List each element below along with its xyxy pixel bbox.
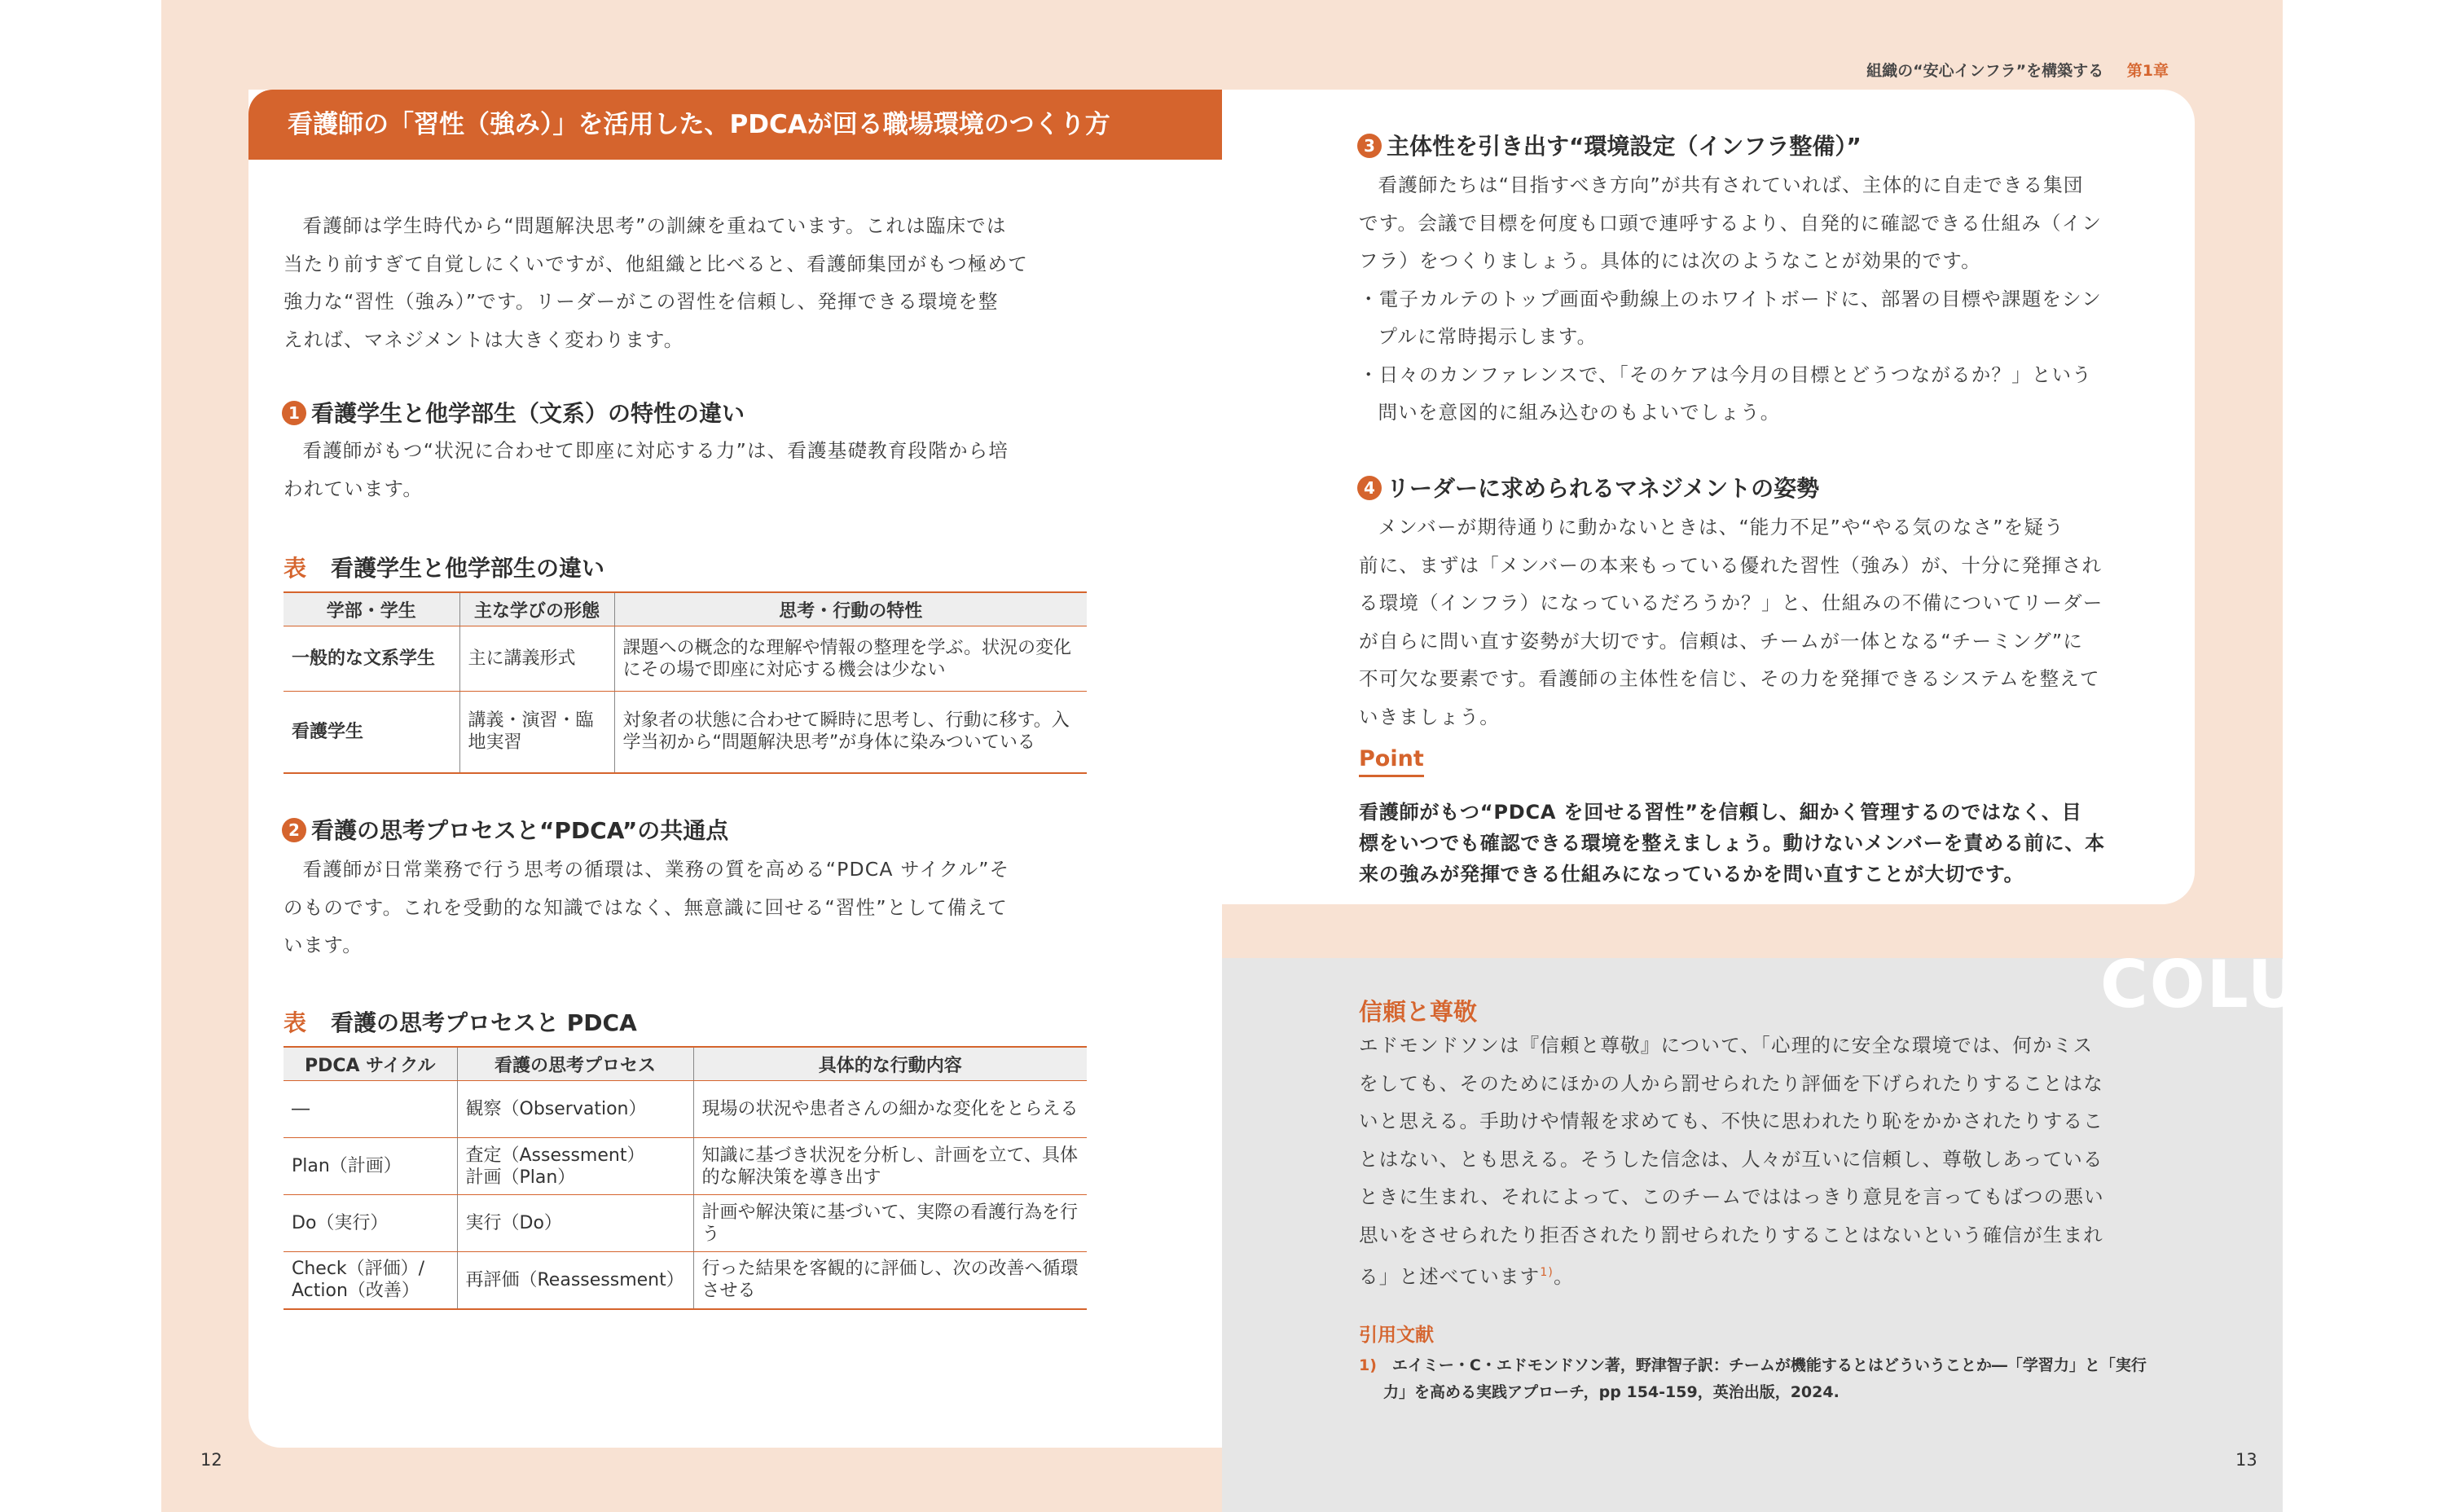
table-label: 表: [284, 555, 307, 582]
bullet-line: ・電子カルテのトップ画面や動線上のホワイトボードに、部署の目標や課題をシン: [1359, 287, 2102, 310]
intro-line: えれば、マネジメントは大きく変わります。: [284, 327, 684, 351]
table-header: 看護の思考プロセス: [457, 1047, 693, 1081]
section-title: リーダーに求められるマネジメントの姿勢: [1387, 475, 1820, 502]
body-line: 前に、まずは「メンバーの本来もっている優れた習性（強み）が、十分に発揮され: [1359, 553, 2103, 577]
table-cell: 課題への概念的な理解や情報の整理を学ぶ。状況の変化にその場で即座に対応する機会は少ない: [614, 626, 1087, 692]
section-3-body: [1359, 166, 2165, 432]
column-line: 思いをさせられたり拒否されたり罰せられたりすることはないという確信が生まれ: [1359, 1223, 2103, 1246]
table-1-caption: [284, 551, 604, 583]
running-header-chapter: 第1章: [2126, 62, 2169, 80]
table-label: 表: [284, 1009, 307, 1036]
page-spread: [161, 0, 2425, 1512]
body-line: のものです。これを受動的な知識ではなく、無意識に回せる“習性”として備えて: [284, 895, 1008, 919]
bullet-line: プルに常時掲示します。: [1378, 325, 1598, 348]
body-line: メンバーが期待通りに動かないときは、“能力不足”や“やる気のなさ”を疑う: [1378, 516, 2064, 538]
table-cell: 知識に基づき状況を分析し、計画を立て、具体的な解決策を導き出す: [693, 1138, 1087, 1195]
table-cell: 一般的な文系学生: [284, 626, 459, 692]
reference-text: エイミー・C・エドモンドソン著，野津智子訳：チームが機能するとはどういうことか―「学習力」と「実行力」を高める実践アプローチ，pp 154-159，英治出版，2024.: [1383, 1356, 2147, 1401]
column-line-end: 。: [1554, 1264, 1574, 1288]
table-header: 思考・行動の特性: [614, 592, 1087, 626]
section-title: 主体性を引き出す“環境設定（インフラ整備）”: [1387, 133, 1862, 160]
table-cell: ―: [284, 1081, 457, 1138]
number-badge: 4: [1357, 476, 1382, 500]
table-header: 主な学びの形態: [459, 592, 614, 626]
table-cell: 査定（Assessment） 計画（Plan）: [457, 1138, 693, 1195]
table-title: 看護学生と他学部生の違い: [331, 555, 605, 582]
column-line: エドモンドソンは『信頼と尊敬』について、「心理的に安全な環境では、何かミス: [1359, 1034, 2094, 1057]
section-4-heading: [1357, 472, 1819, 505]
bullet-line: 問いを意図的に組み込むのもよいでしょう。: [1378, 401, 1781, 424]
running-header-title: 組織の“安心インフラ”を構築する: [1866, 62, 2104, 80]
table-cell: Plan（計画）: [284, 1138, 457, 1195]
table-cell: 講義・演習・臨地実習: [459, 692, 614, 773]
section-title: 看護の思考プロセスと“PDCA”の共通点: [311, 817, 729, 844]
table-cell: 現場の状況や患者さんの細かな変化をとらえる: [693, 1081, 1087, 1138]
table-cell: Do（実行）: [284, 1195, 457, 1252]
point-line: 標をいつでも確認できる環境を整えましょう。動けないメンバーを責める前に、本: [1359, 832, 2105, 855]
number-badge: 1: [282, 401, 306, 425]
intro-line: 看護師は学生時代から“問題解決思考”の訓練を重ねています。これは臨床では: [302, 214, 1007, 237]
section-1-heading: [282, 398, 745, 430]
table-1: [284, 591, 1087, 774]
page-number-right: 13: [2235, 1450, 2257, 1470]
table-2-caption: [284, 1005, 637, 1038]
table-cell: Check（評価）/ Action（改善）: [284, 1252, 457, 1309]
number-badge: 3: [1357, 134, 1382, 158]
body-line: います。: [284, 934, 363, 956]
intro-line: 当たり前すぎて自覚しにくいですが、他組織と比べると、看護師集団がもつ極めて: [284, 252, 1028, 275]
section-3-heading: [1357, 130, 1862, 163]
running-header: [1866, 59, 2169, 81]
point-body: [1359, 797, 2157, 890]
table-cell: 看護学生: [284, 692, 459, 773]
table-header: PDCA サイクル: [284, 1047, 457, 1081]
section-2-body: [284, 850, 1098, 965]
section-2-heading: [282, 815, 728, 847]
body-line: です。会議で目標を何度も口頭で連呼するより、自発的に確認できる仕組み（イン: [1359, 211, 2103, 235]
intro-line: 強力な“習性（強み）”です。リーダーがこの習性を信頼し、発揮できる環境を整: [284, 290, 999, 313]
body-line: 看護師がもつ“状況に合わせて即座に対応する力”は、看護基礎教育段階から培: [302, 439, 1009, 462]
table-cell: 再評価（Reassessment）: [457, 1252, 693, 1309]
table-cell: 主に講義形式: [459, 626, 614, 692]
body-line: る環境（インフラ）になっているだろうか？」と、仕組みの不備についてリーダー: [1359, 591, 2103, 614]
body-line: 不可欠な要素です。看護師の主体性を信じ、その力を発揮できるシステムを整えて: [1359, 667, 2100, 690]
table-cell: 実行（Do）: [457, 1195, 693, 1252]
column-line: とはない、とも思える。そうした信念は、人々が互いに信頼し、尊敬しあっている: [1359, 1147, 2103, 1171]
body-line: 看護師たちは“目指すべき方向”が共有されていれば、主体的に自走できる集団: [1378, 174, 2084, 196]
page-number-left: 12: [200, 1450, 222, 1470]
column-watermark: COLUMN: [2100, 947, 2425, 1022]
table-header: 具体的な行動内容: [693, 1047, 1087, 1081]
section-heading: 看護師の「習性（強み）」を活用した、PDCAが回る職場環境のつくり方: [248, 90, 1222, 160]
section-title: 看護学生と他学部生（文系）の特性の違い: [311, 400, 745, 427]
intro-paragraph: [284, 207, 1098, 358]
reference-item: [1359, 1352, 2165, 1406]
table-2: [284, 1046, 1087, 1310]
body-line: いきましょう。: [1359, 705, 1500, 728]
table-title: 看護の思考プロセスと PDCA: [331, 1009, 637, 1036]
column-title: 信頼と尊敬: [1359, 998, 1478, 1026]
column-body: [1359, 1026, 2174, 1295]
point-line: 来の強みが発揮できる仕組みになっているかを問い直すことが大切です。: [1359, 863, 2024, 886]
section-4-body: [1359, 508, 2165, 736]
table-cell: 対象者の状態に合わせて瞬時に思考し、行動に移す。入学当初から“問題解決思考”が身体に染みついている: [614, 692, 1087, 773]
point-line: 看護師がもつ“PDCA を回せる習性”を信頼し、細かく管理するのではなく、目: [1359, 801, 2082, 824]
body-line: 看護師が日常業務で行う思考の循環は、業務の質を高める“PDCA サイクル”そ: [302, 858, 1010, 881]
table-cell: 観察（Observation）: [457, 1081, 693, 1138]
table-cell: 行った結果を客観的に評価し、次の改善へ循環させる: [693, 1252, 1087, 1309]
references-title: 引用文献: [1359, 1325, 1434, 1346]
citation-mark: 1): [1540, 1266, 1554, 1279]
body-line: フラ）をつくりましょう。具体的には次のようなことが効果的です。: [1359, 249, 1981, 272]
column-line: をしても、そのためにほかの人から罰せられたり評価を下げられたりすることはな: [1359, 1071, 2103, 1095]
bullet-line: ・日々のカンファレンスで、「そのケアは今月の目標とどうつながるか？」という: [1359, 363, 2092, 386]
column-line: ときに生まれ、それによって、このチームでははっきり意見を言ってもばつの悪い: [1359, 1185, 2104, 1208]
number-badge: 2: [282, 818, 306, 842]
column-line: いと思える。手助けや情報を求めても、不快に思われたり恥をかかされたりするこ: [1359, 1110, 2103, 1132]
section-1-body: [284, 432, 1098, 508]
body-line: が自らに問い直す姿勢が大切です。信頼は、チームが一体となる“チーミング”に: [1359, 629, 2083, 653]
reference-number: 1): [1359, 1356, 1377, 1374]
body-line: われています。: [284, 477, 424, 500]
table-cell: 計画や解決策に基づいて、実際の看護行為を行う: [693, 1195, 1087, 1252]
column-line: [1359, 1254, 2174, 1295]
column-line-text: る」と述べています: [1359, 1264, 1541, 1288]
point-label: Point: [1359, 745, 1424, 777]
table-header: 学部・学生: [284, 592, 459, 626]
